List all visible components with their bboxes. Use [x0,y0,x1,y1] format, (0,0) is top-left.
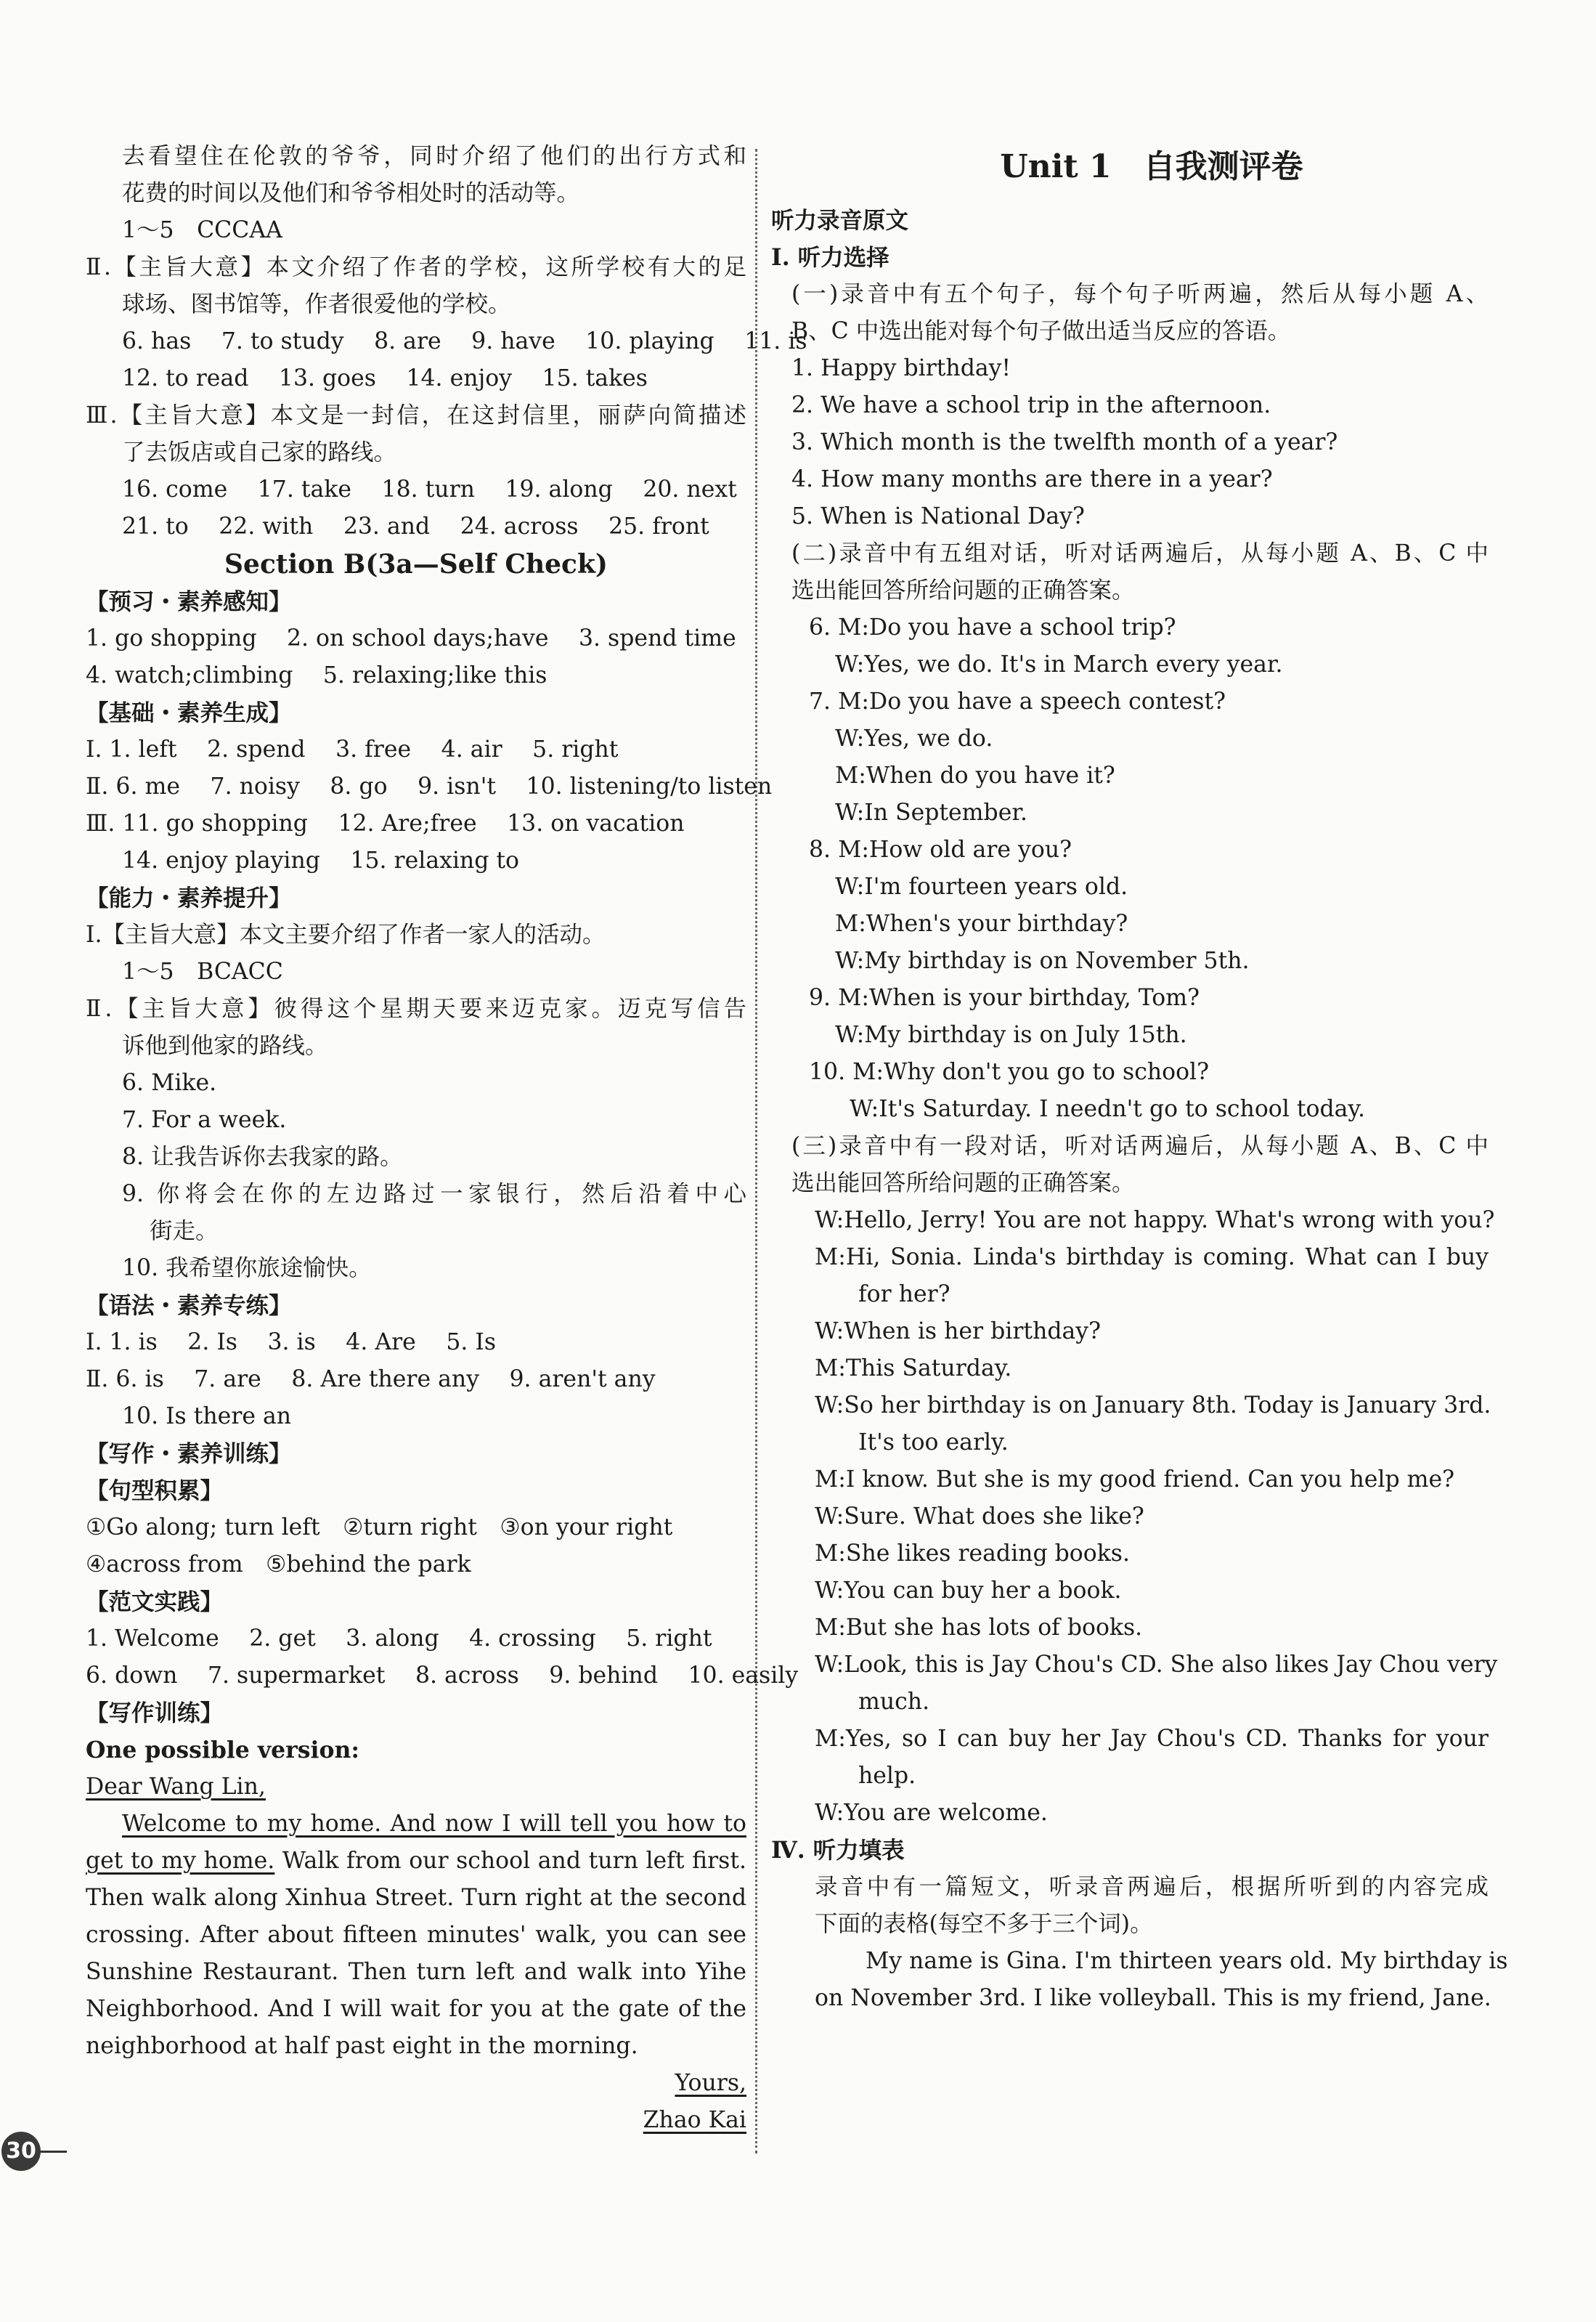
text-line: 1～5 BCACC [122,959,283,985]
text-line: 6. has 7. to study 8. are 9. have 10. playing 11. is [122,328,807,354]
essay-line: Sunshine Restaurant. Then turn left and walk into Yihe [86,1959,746,1985]
dialog-line: W:My birthday is on July 15th. [835,1022,1187,1048]
text-line: 9. 你将会在你的左边路过一家银行，然后沿着中心 [122,1181,746,1207]
instruction-line: 选出能回答所给问题的正确答案。 [791,577,1135,604]
text-line: 12. to read 13. goes 14. enjoy 15. takes [122,365,648,391]
conversation [771,1202,1498,1832]
essay-greeting [86,1769,746,1806]
section-tag: 【句型积累】 [86,1477,224,1504]
page-number: 30 [1,2132,41,2171]
dialog-line: W:My birthday is on November 5th. [835,948,1250,974]
unit-title: Unit 1 自我测评卷 [1000,148,1303,185]
text-line: 去看望住在伦敦的爷爷，同时介绍了他们的出行方式和 [122,143,746,169]
passage-line: on November 3rd. I like volleyball. This is my friend, Jane. [815,1985,1491,2011]
right-column [771,138,1508,2017]
section-tag: 【预习・素养感知】 [86,588,292,615]
essay-line [86,1843,746,1880]
instruction-line: B、C 中选出能对每个句子做出适当反应的答语。 [791,318,1291,344]
underlined-sentence: Welcome to my home. And now I will tell you how to [122,1811,746,1837]
text-line: 花费的时间以及他们和爷爷相处时的活动等。 [122,180,580,206]
underlined-sentence: get to my home. [86,1848,275,1874]
text-line: 6. down 7. supermarket 8. across 9. behind 10. easily [86,1663,799,1689]
text-line: Ⅱ.【主旨大意】本文介绍了作者的学校，这所学校有大的足 [86,254,746,280]
conversation-line: M:But she has lots of books. [815,1615,1143,1641]
essay-line: Then walk along Xinhua Street. Turn right at the second [86,1885,746,1911]
section-tag: 【基础・素养生成】 [86,699,292,726]
essay-line [86,1806,746,1843]
closing-text: Yours, [675,2070,746,2096]
text-line: 1. go shopping 2. on school days;have 3. spend time [86,625,736,651]
conversation-line: for her? [858,1281,950,1307]
conversation-line: help. [858,1763,916,1789]
essay-text: Walk from our school and turn left first. [274,1848,746,1874]
text-line: 14. enjoy playing 15. relaxing to [122,848,520,874]
text-line: 7. For a week. [122,1107,287,1133]
greeting-text: Dear Wang Lin, [86,1774,266,1800]
text-line: Ⅰ.【主旨大意】本文主要介绍了作者一家人的活动。 [86,922,606,948]
conversation-line: W:When is her birthday? [815,1318,1101,1344]
text-line: 16. come 17. take 18. turn 19. along 20. next [122,476,737,503]
text-line: 1～5 CCCAA [122,217,282,243]
dialog-line: W:Yes, we do. [835,726,993,752]
essay-line: neighborhood at half past eight in the morning. [86,2033,638,2059]
sentence-item: 4. How many months are there in a year? [791,466,1273,492]
page-number-rule [41,2151,67,2153]
dialog-line: M:When's your birthday? [835,911,1128,937]
dialog-line: W:It's Saturday. I needn't go to school today. [850,1096,1366,1122]
dialog-line: 10. M:Why don't you go to school? [809,1059,1210,1085]
answer-key-section-b [86,583,799,1732]
essay-line: crossing. After about fifteen minutes' walk, you can see [86,1922,746,1948]
section-tag: 【写作・素养训练】 [86,1440,292,1467]
essay-closing [86,2065,746,2102]
instruction-line: 录音中有一篇短文，听录音两遍后，根据所听到的内容完成 [815,1874,1489,1900]
signature-text: Zhao Kai [643,2107,746,2133]
conversation-line: M:Hi, Sonia. Linda's birthday is coming. What can I buy [815,1244,1489,1270]
section-tag: 【写作训练】 [86,1700,224,1726]
text-line: Ⅰ. 1. is 2. Is 3. is 4. Are 5. Is [86,1329,497,1355]
sample-essay [86,1732,746,2139]
sentence-item: 2. We have a school trip in the afternoon. [791,392,1271,418]
dialog-line: 7. M:Do you have a speech contest? [809,689,1226,715]
dialog-line: 6. M:Do you have a school trip? [809,614,1176,641]
text-line: ④across from ⑤behind the park [86,1551,471,1578]
text-line: ①Go along; turn left ②turn right ③on your right [86,1514,673,1540]
conversation-line: M:I know. But she is my good friend. Can you help me? [815,1466,1455,1493]
instruction-line: (二)录音中有五组对话，听对话两遍后，从每小题 A、B、C 中 [791,540,1489,567]
section-tag: 【范文实践】 [86,1588,224,1615]
text-line: 诉他到他家的路线。 [122,1033,328,1059]
text-line: 了去饭店或自己家的路线。 [122,439,397,466]
part-heading: Ⅳ. 听力填表 [771,1837,905,1864]
essay-line: Neighborhood. And I will wait for you at the gate of the [86,1996,746,2022]
text-line: Ⅲ. 11. go shopping 12. Are;free 13. on vacation [86,811,685,837]
section-tag: 【能力・素养提升】 [86,885,292,912]
sentence-item: 3. Which month is the twelfth month of a year? [791,429,1338,455]
dialog-line: M:When do you have it? [835,763,1115,789]
instruction-line: 选出能回答所给问题的正确答案。 [791,1170,1135,1196]
text-line: 街走。 [150,1218,219,1244]
conversation-line: M:Yes, so I can buy her Jay Chou's CD. Thanks for your [815,1726,1489,1752]
column-divider [755,149,757,2153]
dialog-line: 9. M:When is your birthday, Tom? [809,985,1200,1011]
text-line: Ⅱ. 6. is 7. are 8. Are there any 9. aren't any [86,1366,656,1392]
left-column [86,138,807,2139]
conversation-line: W:Hello, Jerry! You are not happy. What's wrong with you? [815,1207,1495,1233]
dialog-line: W:I'm fourteen years old. [835,874,1128,900]
section-tag: 【语法・素养专练】 [86,1292,292,1319]
dialog-line: W:In September. [835,800,1027,826]
conversation-line: W:You are welcome. [815,1800,1048,1826]
text-line: Ⅱ.【主旨大意】彼得这个星期天要来迈克家。迈克写信告 [86,996,746,1022]
section-title: Section B(3a—Self Check) [224,549,608,580]
text-line: Ⅱ. 6. me 7. noisy 8. go 9. isn't 10. listening/to listen [86,774,773,800]
conversation-line: M:This Saturday. [815,1355,1012,1381]
transcript-heading: 听力录音原文 [771,207,909,234]
sentence-item: 1. Happy birthday! [791,355,1011,381]
text-line: 6. Mike. [122,1070,217,1096]
text-line: 10. 我希望你旅途愉快。 [122,1255,372,1281]
essay-signature [86,2102,746,2139]
text-line: 8. 让我告诉你去我家的路。 [122,1144,403,1170]
essay-label: One possible version: [86,1737,360,1763]
text-line: 21. to 22. with 23. and 24. across 25. front [122,513,709,540]
conversation-line: W:So her birthday is on January 8th. Today is January 3rd. [815,1392,1491,1418]
instruction-line: (一)录音中有五个句子，每个句子听两遍，然后从每小题 A、 [791,281,1489,307]
conversation-line: much. [858,1689,930,1715]
conversation-line: It's too early. [858,1429,1009,1456]
text-line: Ⅲ.【主旨大意】本文是一封信，在这封信里，丽萨向简描述 [86,402,746,429]
text-line: 10. Is there an [122,1403,292,1429]
sentence-item: 5. When is National Day? [791,503,1085,529]
dialog-line: W:Yes, we do. It's in March every year. [835,651,1283,678]
text-line: 4. watch;climbing 5. relaxing;like this [86,662,547,689]
part-heading: Ⅰ. 听力选择 [771,244,889,271]
text-line: 球场、图书馆等，作者很爱他的学校。 [122,291,511,317]
instruction-line: (三)录音中有一段对话，听对话两遍后，从每小题 A、B、C 中 [791,1133,1489,1159]
text-line: 1. Welcome 2. get 3. along 4. crossing 5. right [86,1625,712,1652]
conversation-line: W:Sure. What does she like? [815,1503,1144,1530]
conversation-line: W:You can buy her a book. [815,1578,1122,1604]
dialog-line: 8. M:How old are you? [809,837,1072,863]
conversation-line: W:Look, this is Jay Chou's CD. She also likes Jay Chou very [815,1652,1498,1678]
text-line: Ⅰ. 1. left 2. spend 3. free 4. air 5. right [86,736,619,763]
conversation-line: M:She likes reading books. [815,1540,1130,1567]
instruction-line: 下面的表格(每空不多于三个词)。 [815,1911,1153,1937]
answer-key-top [86,138,807,545]
passage-line: My name is Gina. I'm thirteen years old. My birthday is [866,1948,1508,1974]
